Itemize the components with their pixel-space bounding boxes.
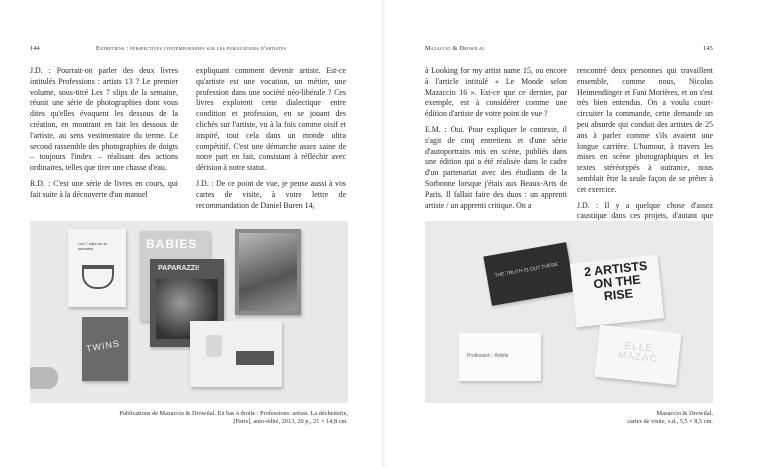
paragraph: J.D. : De ce point de vue, je pense aussi à vos cartes de visite, à votre lettre de recommandation de Daniel Buren 14, (196, 178, 346, 210)
left-column-1 (30, 66, 178, 206)
caption-line: Mazaccio & Drowilal, (656, 410, 713, 417)
book-title: TWINS (85, 338, 121, 354)
right-page (385, 0, 768, 467)
paragraph: R.D. : C'est une série de livres en cours, qui fait suite à la découverte d'un manuel (30, 178, 178, 199)
business-cards-photo (425, 221, 713, 403)
book-title: BABIES (146, 237, 198, 251)
paragraph: à Looking for my artist name 15, ou encore à l'article intitulé « Le Monde selon Mazaccio 16 ». Est-ce que ce dernier, par exemple, est à considérer comme une édition d'artiste de votre point de vue ? (425, 66, 567, 119)
card-text: Profession : Artiste (467, 353, 509, 359)
paragraph: rencontré deux personnes qui travaillent ensemble, comme nous, Nicolas Heimendinger et Fani Morières, et on s'est très bien entendus. On a voulu court-circuiter la commande, cette demande un peu absurde qui conduit des artistes de 25 ans à parler comme s'ils avaient une longue carrière. L'humour, à travers les mises en scène photographiques et les textes stéréotypés à outrance, nous semblait être la seule façon de se prêter à cet exercice. (577, 66, 713, 194)
card-text: ELLE MAZAC (617, 340, 659, 366)
caption-line: cartes de visite, s.d., 5,5 × 8,5 cm. (627, 418, 713, 426)
toilet-roll-icon (206, 335, 222, 357)
page-number-right: 145 (703, 45, 713, 52)
business-card (570, 255, 664, 328)
card-text: 2 ARTISTS ON THE RISE (583, 258, 648, 304)
briefs-icon (82, 265, 114, 289)
book-cover (68, 229, 126, 307)
business-card (595, 325, 682, 385)
right-column-2 (577, 66, 713, 238)
photo-caption-right (525, 410, 713, 427)
business-card (483, 242, 574, 306)
paragraph: J.D. : Il y a quelque chose d'assez caustique dans ces projets, d'autant que (577, 200, 713, 221)
paragraph: expliquant comment devenir artiste. Est-ce qu'artiste est une vocation, un métier, une profession dans une société néo-libérale ? Ces livres explorent cette dialectique entre condition et profession, en se jouant des clichés sur l'artiste, vu à la fois comme oisif et inspiré, tout cela dans un monde ultra compétitif. C'est une démarche assez saine de notre part en fait, consistant à réfléchir avec dérision à notre statut. (196, 66, 346, 173)
caption-line: Publications de Mazaccio & Drowilal. En bas à droite : Professions: artists. La déchetterie, (119, 410, 348, 417)
card-text: THE TRUTH IS OUT THERE (494, 261, 559, 279)
book-cover (190, 321, 282, 387)
paragraph: E.M. : Oui. Pour expliquer le contexte, il s'agit de cinq entretiens et d'une série d'autoportraits mis en scène, publiés dans une édition qui a été réalisée dans le cadre d'un partenariat avec des étudiants de la Sorbonne lorsque j'étais aux Beaux-Arts de Paris. Il fallait faire des duos : un apprenti artiste / un apprenti critique. On a (425, 124, 567, 210)
business-card (459, 333, 541, 381)
caption-line: [Paris], auto-édité, 2013, 20 p., 21 × 14,8 cm. (233, 418, 348, 426)
cover-image (239, 233, 297, 311)
book-cover (235, 229, 301, 315)
book-cover (82, 317, 128, 381)
keyboard-image (236, 351, 274, 365)
right-column-1 (425, 66, 567, 216)
publications-photo (30, 221, 348, 403)
photo-caption-left (100, 410, 348, 427)
left-column-2 (196, 66, 346, 216)
left-page (0, 0, 383, 467)
page-number-left: 144 (30, 45, 40, 52)
paragraph: J.D. : Pourrait-on parler des deux livres intitulés Professions : artists 13 ? Le premier volume, sous-titré Les 7 slips de la semaine, réunit une série de photographies dont vous dites qu'elles évoquent les dessous de la création, en montrant en fait les dessous de l'artiste, au sens vestimentaire du terme. Le second rassemble des photographies de doigts – toujours l'index – réalisant des actions ordinaires, telles que tirer une chasse d'eau. (30, 66, 178, 173)
running-head-left: Entretiens : perspectives contemporaines sur les publications d'artistes (96, 45, 287, 52)
running-head-right: Mazaccio & Drowilal (425, 45, 485, 52)
hand-image (30, 367, 58, 389)
book-title: PAPARAZZI! (158, 265, 200, 272)
book-title: Les 7 slips de la semaine (78, 241, 107, 251)
